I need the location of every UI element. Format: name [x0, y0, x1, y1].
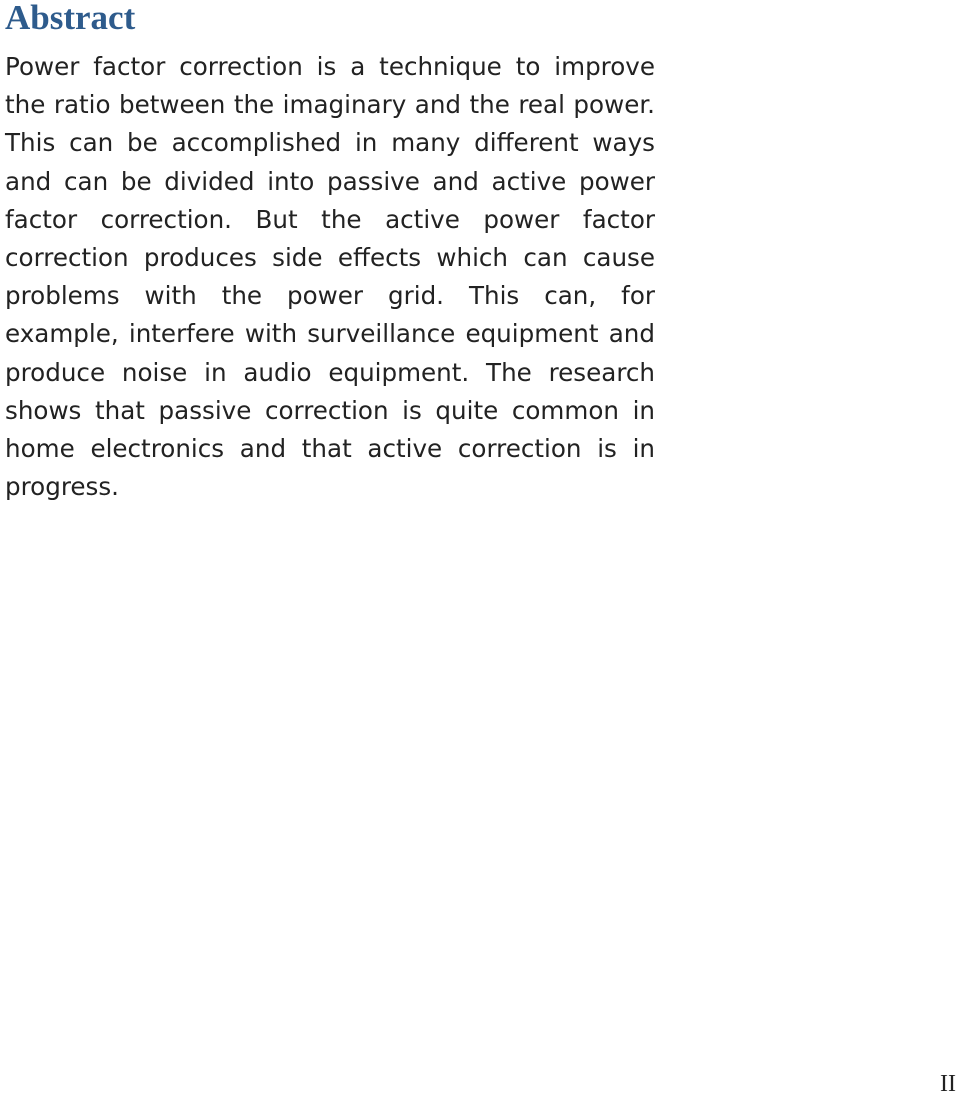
section-heading: Abstract — [5, 0, 136, 37]
abstract-paragraph: Power factor correction is a technique to improve the ratio between the imaginary and the real power. This can be accomplished in many different ways and can be divided into passive and active power factor correction. But the active power factor correction produces side effects which can cause problems with the power grid. This can, for example, interfere with surveillance equipment and produce noise in audio equipment. The research shows that passive correction is quite common in home electronics and that active correction is in progress. — [5, 52, 655, 502]
page-number: II — [940, 1071, 956, 1097]
